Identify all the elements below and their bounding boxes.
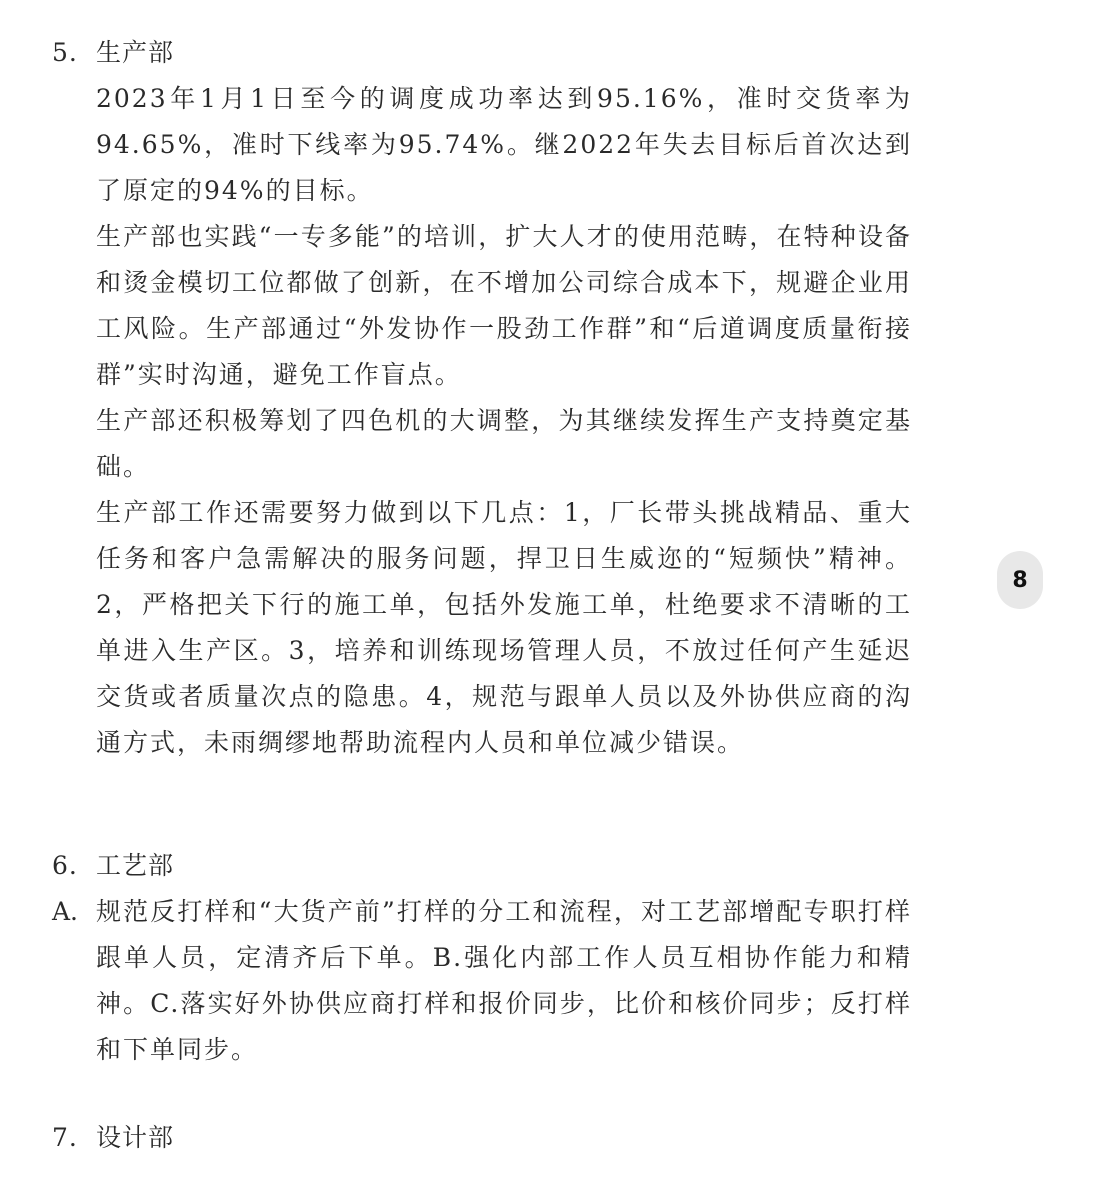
list-item xyxy=(52,889,912,1073)
section-heading xyxy=(52,30,912,76)
paragraph: 生产部还积极筹划了四色机的大调整，为其继续发挥生产支持奠定基础。 xyxy=(96,406,912,481)
paragraph: 生产部也实践“一专多能”的培训，扩大人才的使用范畴，在特种设备和烫金模切工位都做了创新，在不增加公司综合成本下，规避企业用工风险。生产部通过“外发协作一股劲工作群”和“后道调度质量衔接群”实时沟通，避免工作盲点。 xyxy=(96,222,912,389)
page-number: 8 xyxy=(1012,567,1028,593)
section-title: 设计部 xyxy=(96,1123,175,1152)
section-design xyxy=(52,1115,912,1161)
section-number: 7. xyxy=(52,1123,78,1152)
paragraph: 2023年1月1日至今的调度成功率达到95.16%，准时交货率为94.65%，准时下线率为95.74%。继2022年失去目标后首次达到了原定的94%的目标。 xyxy=(96,84,912,205)
section-title: 工艺部 xyxy=(96,851,175,880)
section-number: 6. xyxy=(52,851,78,880)
section-number: 5. xyxy=(52,38,78,67)
section-production xyxy=(52,30,912,766)
section-title: 生产部 xyxy=(96,38,175,67)
section-process xyxy=(52,843,912,1073)
page-number-badge xyxy=(997,551,1043,609)
section-heading xyxy=(52,843,912,889)
item-marker: A. xyxy=(52,897,79,926)
item-text: 规范反打样和“大货产前”打样的分工和流程，对工艺部增配专职打样跟单人员，定清齐后下单。B.强化内部工作人员互相协作能力和精神。C.落实好外协供应商打样和报价同步，比价和核价同步；反打样和下单同步。 xyxy=(96,897,912,1064)
paragraph: 生产部工作还需要努力做到以下几点：1，厂长带头挑战精品、重大任务和客户急需解决的服务问题，捍卫日生威迩的“短频快”精神。2，严格把关下行的施工单，包括外发施工单，杜绝要求不清晰的工单进入生产区。3，培养和训练现场管理人员，不放过任何产生延迟交货或者质量次点的隐患。4，规范与跟单人员以及外协供应商的沟通方式，未雨绸缪地帮助流程内人员和单位减少错误。 xyxy=(96,498,912,757)
section-heading xyxy=(52,1115,912,1161)
